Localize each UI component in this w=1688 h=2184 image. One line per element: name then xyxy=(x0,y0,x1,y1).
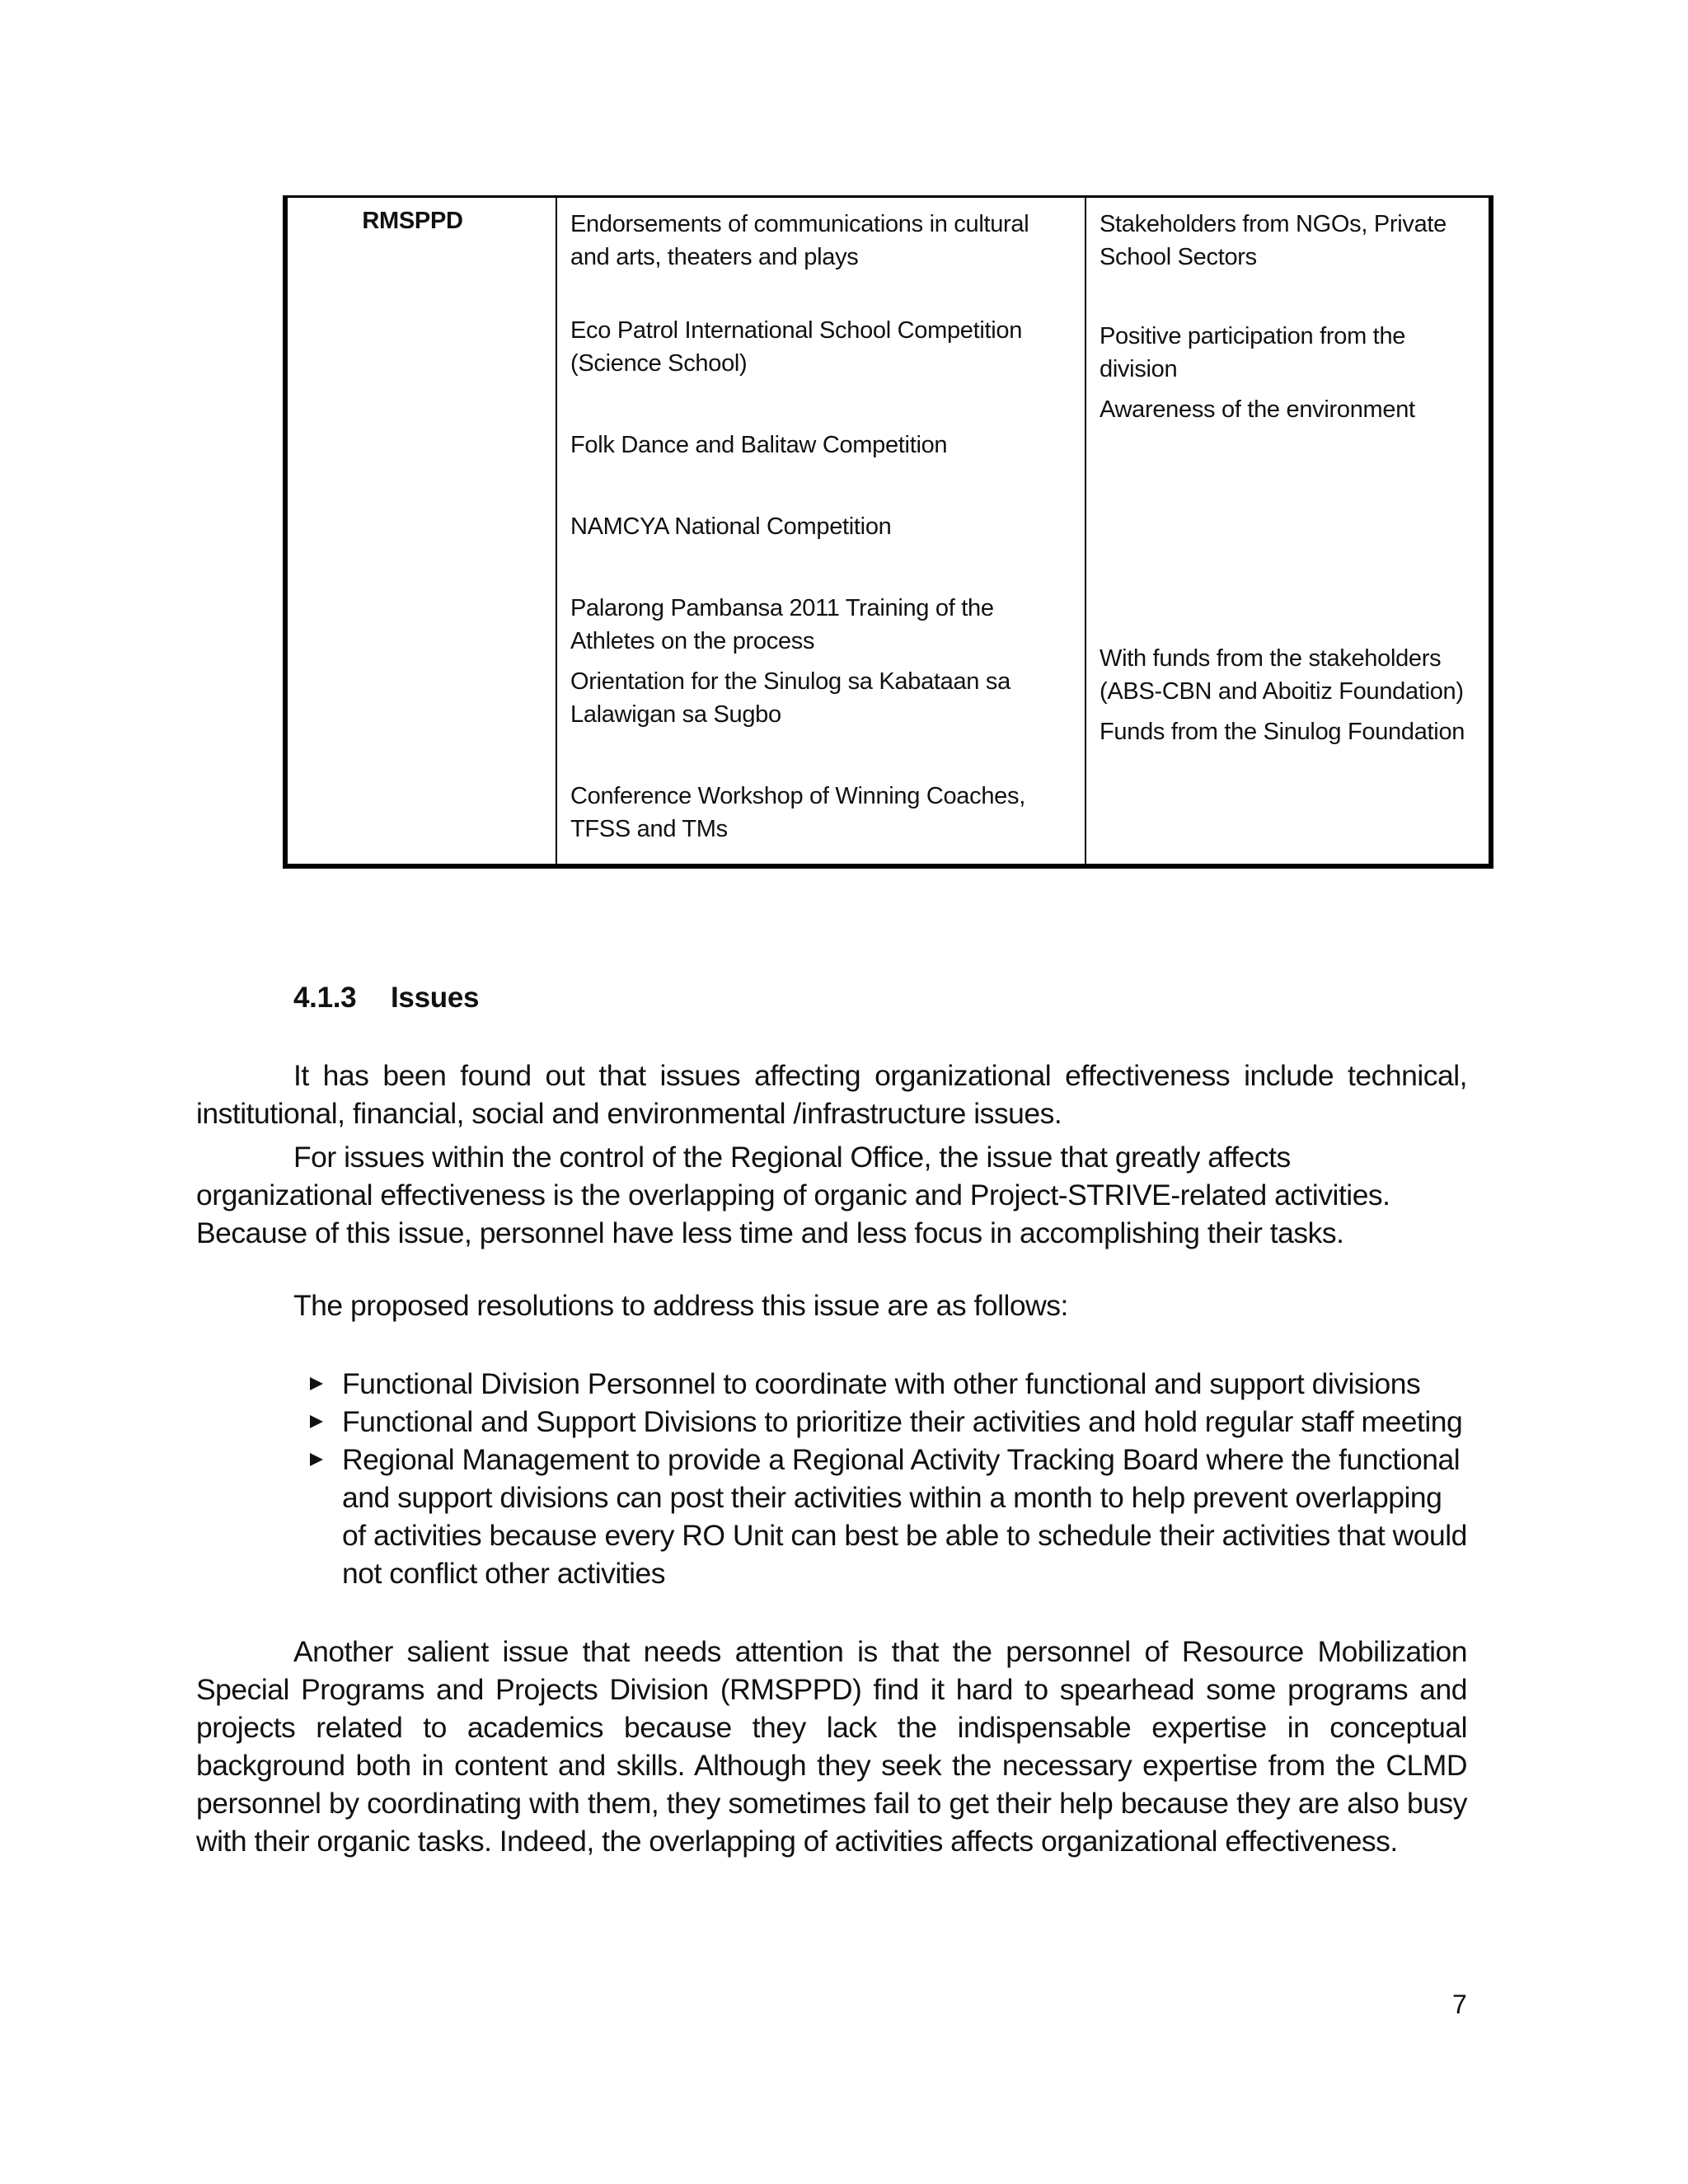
result-item: Funds from the Sinulog Foundation xyxy=(1100,719,1465,745)
activity-item: NAMCYA National Competition xyxy=(570,513,892,540)
list-item-text: Functional Division Personnel to coordinate with other functional and support divisions xyxy=(342,1367,1421,1400)
list-item xyxy=(307,1441,1469,1592)
triangle-right-icon xyxy=(310,1453,323,1466)
activity-item: Orientation for the Sinulog sa Kabataan sa Lalawigan sa Sugbo xyxy=(570,668,1010,728)
list-item xyxy=(307,1403,1469,1441)
section-heading xyxy=(293,979,479,1017)
result-item: Awareness of the environment xyxy=(1100,396,1415,423)
paragraph: Another salient issue that needs attention is that the personnel of Resource Mobilization Special Programs and Projects Division (RMSPPD) find it hard to spearhead some programs and projects related to academics because they lack the indispensable expertise in conceptual background both in content and skills. Although they seek the necessary expertise from the CLMD personnel by coordinating with them, they sometimes fail to get their help because they are also busy with their organic tasks. Indeed, the overlapping of activities affects organizational effectiveness. xyxy=(196,1635,1467,1858)
list-item xyxy=(307,1365,1469,1403)
page-number: 7 xyxy=(1452,1990,1467,2019)
list-item-text: Functional and Support Divisions to prioritize their activities and hold regular staff meeting xyxy=(342,1405,1463,1438)
unit-cell xyxy=(285,197,556,867)
result-item: Positive participation from the division xyxy=(1100,323,1406,382)
paragraph: The proposed resolutions to address this issue are as follows: xyxy=(293,1289,1068,1322)
section-title: Issues xyxy=(391,982,480,1014)
list-item-text: Regional Management to provide a Regional Activity Tracking Board where the functional and support divisions can post their activities within a month to help prevent overlapping of activities because every RO Unit can best be able to schedule their activities that would not conflict other activities xyxy=(342,1443,1467,1590)
section-number: 4.1.3 xyxy=(293,982,357,1014)
resolutions-list xyxy=(307,1365,1469,1592)
result-item: With funds from the stakeholders (ABS-CBN and Aboitiz Foundation) xyxy=(1100,645,1464,705)
activities-cell xyxy=(556,197,1085,867)
activity-item: Endorsements of communications in cultural and arts, theaters and plays xyxy=(570,211,1029,270)
result-item: Stakeholders from NGOs, Private School Sectors xyxy=(1100,211,1447,270)
paragraph: For issues within the control of the Regional Office, the issue that greatly affects organizational effectiveness is the overlapping of organic and Project-STRIVE-related activities. Because of this issue, personnel have less time and less focus in accomplishing their tasks. xyxy=(196,1141,1390,1249)
activities-table xyxy=(283,195,1493,869)
activity-item: Palarong Pambansa 2011 Training of the Athletes on the process xyxy=(570,595,994,654)
triangle-right-icon xyxy=(310,1415,323,1428)
unit-label: RMSPPD xyxy=(362,208,463,234)
paragraph: It has been found out that issues affecting organizational effectiveness include technical, institutional, financial, social and environmental /infrastructure issues. xyxy=(196,1059,1467,1130)
table-row xyxy=(285,197,1491,867)
activity-item: Eco Patrol International School Competition (Science School) xyxy=(570,317,1023,377)
activity-item: Folk Dance and Balitaw Competition xyxy=(570,432,948,458)
results-cell xyxy=(1085,197,1491,867)
activity-item: Conference Workshop of Winning Coaches, TFSS and TMs xyxy=(570,783,1025,842)
triangle-right-icon xyxy=(310,1377,323,1390)
